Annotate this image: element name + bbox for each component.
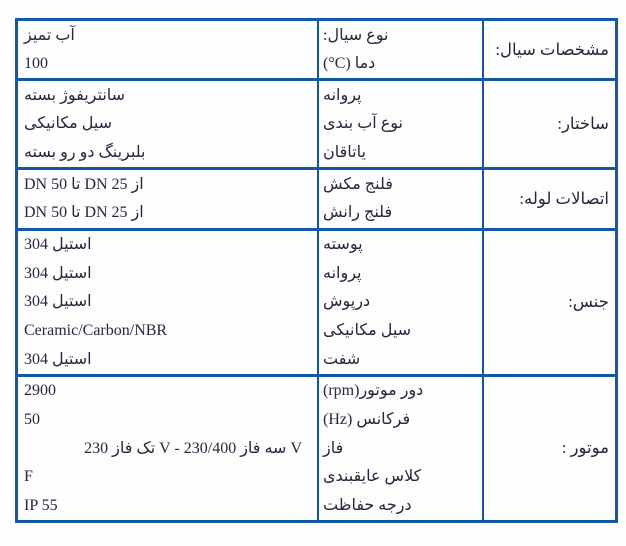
category-column <box>484 231 615 374</box>
spec-value-bearing: بلبرینگ دو رو بسته <box>24 144 146 162</box>
properties-column <box>319 21 484 78</box>
spec-property-impeller: پروانه <box>323 86 362 104</box>
spec-value-temperature: 100 <box>24 55 48 73</box>
spec-property-discharge-flange: فلنج رانش <box>323 204 393 222</box>
spec-value-sealing: سیل مکانیکی <box>24 115 113 133</box>
spec-property-cover: درپوش <box>323 293 371 311</box>
category-column <box>484 21 615 78</box>
properties-column <box>319 377 484 520</box>
spec-value-seal-material: Ceramic/Carbon/NBR <box>24 321 168 339</box>
spec-value-protection-degree: IP 55 <box>24 496 58 514</box>
spec-property-insulation-class: کلاس عایقبندی <box>323 468 422 486</box>
spec-property-sealing: نوع آب بندی <box>323 115 403 133</box>
section-category-label: جنس: <box>568 292 609 312</box>
section-category-label: موتور : <box>561 438 609 458</box>
spec-property-suction-flange: فلنج مکش <box>323 175 393 193</box>
spec-property-casing: پوسته <box>323 236 363 254</box>
category-column <box>484 377 615 520</box>
values-column <box>18 231 319 374</box>
category-column <box>484 170 615 227</box>
values-column <box>18 377 319 520</box>
section-category-label: ساختار: <box>557 114 609 134</box>
spec-property-bearing: یاتاقان <box>323 144 366 162</box>
spec-value-suction-flange: از DN 25 تا DN 50 <box>24 175 144 193</box>
properties-column <box>319 231 484 374</box>
spec-value-motor-speed: 2900 <box>24 382 56 400</box>
spec-property-protection-degree: درجه حفاظت <box>323 496 412 514</box>
spec-value-shaft-material: استیل 304 <box>24 350 92 368</box>
category-column <box>484 81 615 167</box>
spec-value-impeller: سانتریفوژ بسته <box>24 86 126 104</box>
spec-property-impeller: پروانه <box>323 264 362 282</box>
pump-specifications-table <box>15 18 618 523</box>
spec-property-fluid-type: نوع سیال: <box>323 26 389 44</box>
values-column <box>18 81 319 167</box>
spec-value-fluid-type: آب تمیز <box>24 26 75 44</box>
spec-value-cover-material: استیل 304 <box>24 293 92 311</box>
section-category-label: اتصالات لوله: <box>519 188 609 208</box>
spec-property-motor-speed: دور موتور(rpm) <box>323 382 424 400</box>
spec-value-insulation-class: F <box>24 468 33 486</box>
spec-value-frequency: 50 <box>24 410 40 428</box>
spec-property-temperature: دما (C°) <box>323 55 376 73</box>
values-column <box>18 170 319 227</box>
properties-column <box>319 81 484 167</box>
properties-column <box>319 170 484 227</box>
spec-property-frequency: فرکانس (Hz) <box>323 410 411 428</box>
spec-value-discharge-flange: از DN 25 تا DN 50 <box>24 204 144 222</box>
spec-property-mechanical-seal: سیل مکانیکی <box>323 321 412 339</box>
section-pipe-connections <box>18 170 615 230</box>
spec-property-shaft: شفت <box>323 350 361 368</box>
section-structure <box>18 81 615 170</box>
section-category-label: مشخصات سیال: <box>495 39 609 59</box>
spec-value-casing-material: استیل 304 <box>24 236 92 254</box>
section-motor <box>18 377 615 520</box>
section-fluid-specs <box>18 21 615 81</box>
spec-value-phase: تک فاز 230 V - سه فاز 230/400 V <box>84 439 302 457</box>
values-column <box>18 21 319 78</box>
spec-value-impeller-material: استیل 304 <box>24 264 92 282</box>
spec-property-phase: فاز <box>323 439 344 457</box>
section-material <box>18 231 615 377</box>
